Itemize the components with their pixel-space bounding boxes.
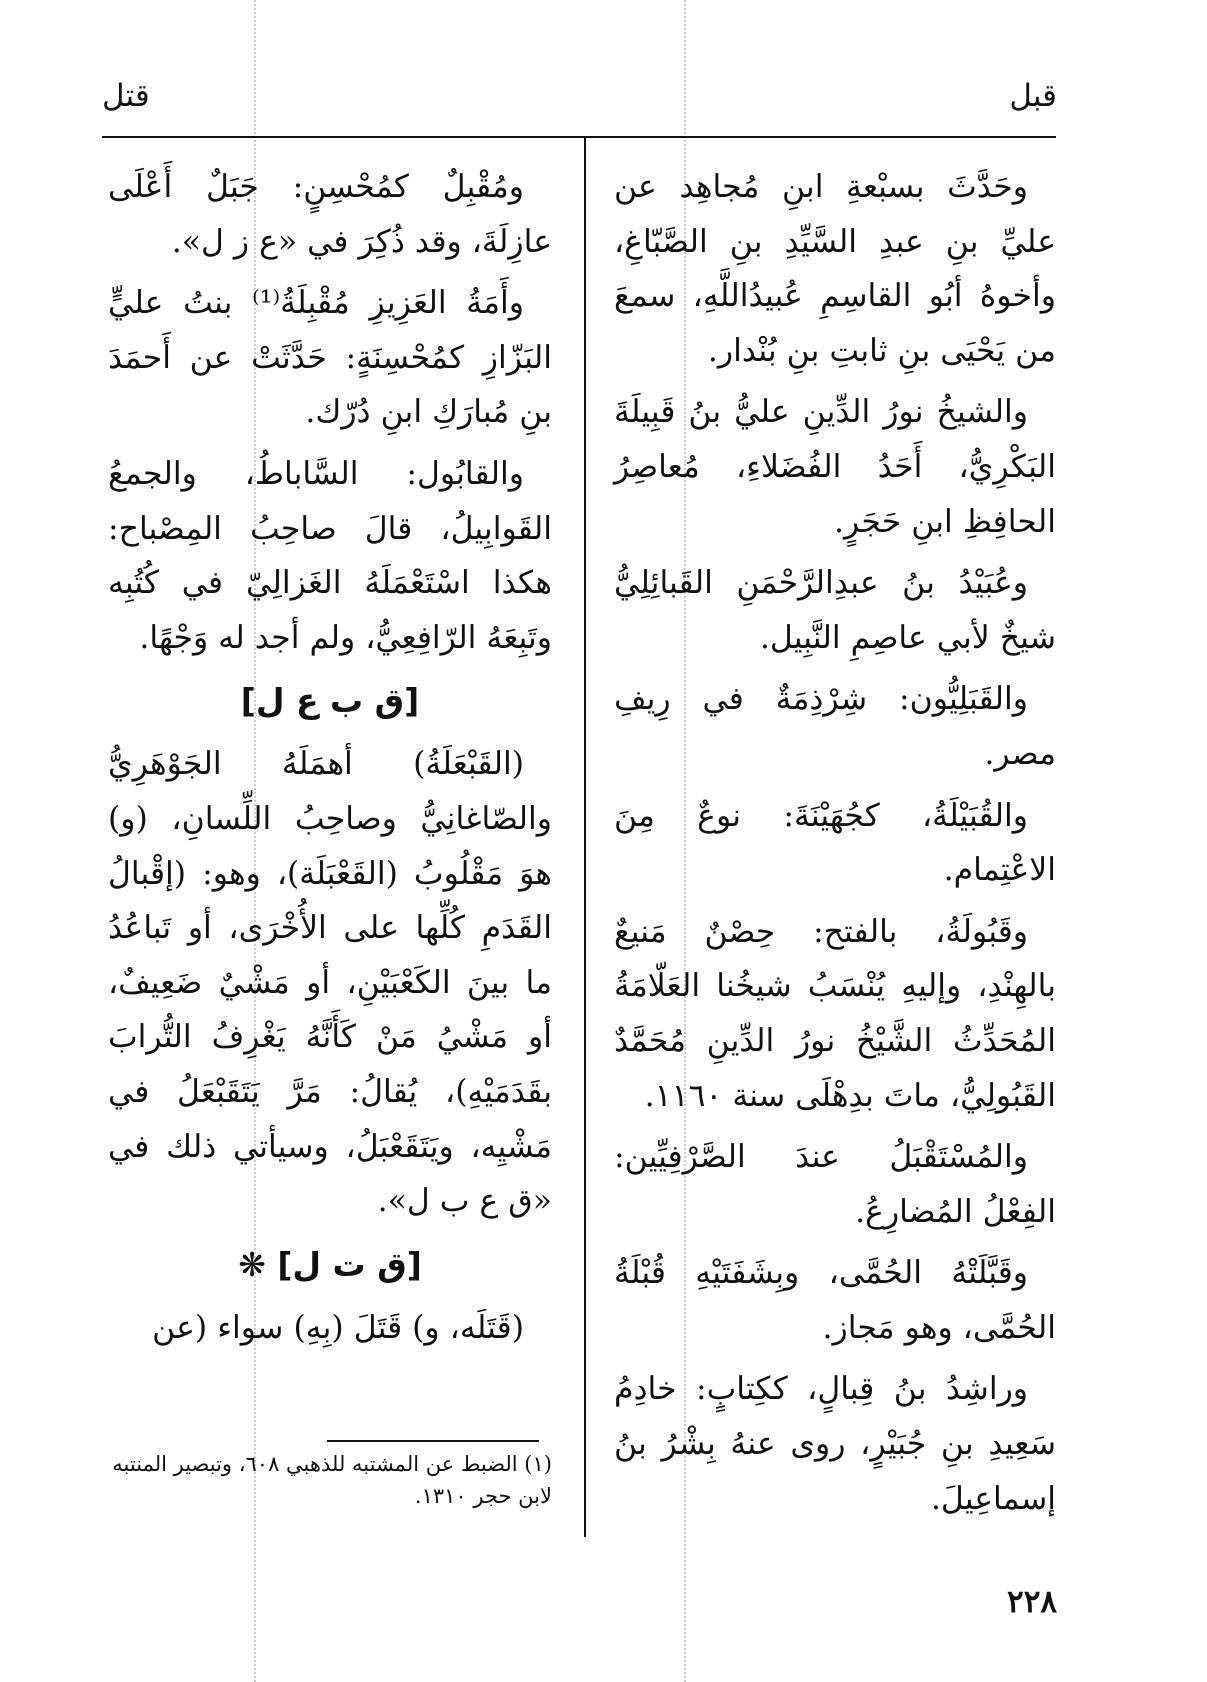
- footnote: (١) الضبط عن المشتبه للذهبي ٦٠٨، وتبصير المنتبه لابن حجر ١٣١٠.: [112, 1452, 552, 1508]
- entry-paragraph: والقَبَلِيُّون: شِرْذِمَةٌ في رِيفِ مصر.: [614, 681, 1056, 772]
- entry-paragraph: (قَتَلَه، و) قَتَلَ (بِهِ) سواء (عن: [152, 1309, 524, 1346]
- footnote-rule: [327, 1440, 539, 1442]
- entry-paragraph: (القَبْعَلَةُ) أهمَلَهُ الجَوْهَرِيُّ والصّاغانِيُّ وصاحِبُ اللِّسانِ، (و) هوَ مَقْلُوبُ (القَعْبَلَة)، وهو: (إقْبالُ القَدَمِ كُلِّها على الأُخْرَى، أو تَباعُدُ ما بينَ الكَعْبَيْنِ، أو مَشْيٌ ضَعِيفٌ، أو مَشْيُ مَنْ كَأَنَّهُ يَغْرِفُ التُّرابَ بقَدَمَيْهِ)، يُقالُ: مَرَّ يَتَقَبْعَلُ في مَشْيِه، ويَتَقَعْبَلُ، وسيأتي ذلك في «ق ع ب ل».: [108, 746, 552, 1220]
- root-heading: [ق ب ع ل]: [240, 681, 420, 721]
- entry-paragraph: ومُقْبِلٌ كمُحْسِنٍ: جَبَلٌ أَعْلَى عازِلَةَ، وقد ذُكِرَ في «ع ز ل».: [108, 169, 552, 260]
- header-rule: [102, 136, 1056, 138]
- entry-paragraph: وراشِدُ بنُ قِبالٍ، ككِتابٍ: خادِمُ سَعِيدِ بنِ جُبَيْرٍ، روى عنهُ بِشْرُ بنُ إسماعِيلَ.: [614, 1371, 1056, 1517]
- entry-paragraph: وحَدَّثَ بسبْعةِ ابنِ مُجاهِد عن عليِّ بنِ عبدِ السَّيِّدِ بنِ الصَّبّاغِ، وأخوهُ أبُو القاسِمِ عُبيدُاللَّهِ، سمعَ من يَحْيَى بنِ ثابتِ بنِ بُنْدار.: [614, 169, 1056, 369]
- running-head-left: قتل: [102, 78, 150, 114]
- column-divider: [584, 137, 586, 1537]
- entry-paragraph: وأَمَةُ العَزِيزِ مُقْبِلَةُ⁽¹⁾ بنتُ عليٍّ البَزّازِ كمُحْسِنَةٍ: حَدَّثَتْ عن أَحمَدَ بنِ مُبارَكِ ابنِ دُرّك.: [108, 285, 552, 431]
- entry-paragraph: والشيخُ نورُ الدِّينِ عليُّ بنُ قَبِيلَةَ البَكْرِيُّ، أَحَدُ الفُضَلاءِ، مُعاصِرُ الحافِظِ ابنِ حَجَرٍ.: [614, 394, 1056, 540]
- running-head-right: قبل: [1009, 78, 1057, 114]
- root-heading: [ق ت ل] ❋: [238, 1244, 422, 1284]
- left-column: [108, 160, 552, 1362]
- right-column: [614, 160, 1056, 1533]
- entry-paragraph: والقابُول: السَّاباطُ، والجمعُ القَوابِيلُ، قالَ صاحِبُ المِصْباح: هكذا اسْتَعْمَلَهُ الغَزالِيّ في كُتُبِه وتَبِعَهُ الرّافِعِيُّ، ولم أجد له وَجْهًا.: [108, 455, 552, 656]
- entry-paragraph: وقَبَّلَتْهُ الحُمَّى، وبِشَفَتَيْهِ قُبْلَةُ الحُمَّى، وهو مَجاز.: [614, 1255, 1056, 1346]
- entry-paragraph: والقُبَيْلَةُ، كجُهَيْنَةَ: نوعٌ مِنَ الاعْتِمام.: [614, 797, 1056, 889]
- entry-paragraph: وعُبَيْدُ بنُ عبدِالرَّحْمَنِ القَبائِلِيُّ شيخٌ لأبي عاصِمِ النَّبِيل.: [614, 565, 1056, 656]
- entry-paragraph: وقَبُولَةُ، بالفتح: حِصْنٌ مَنيعٌ بالهِنْدِ، وإليهِ يُنْسَبُ شيخُنا العَلّامَةُ المُحَدِّثُ الشَّيْخُ نورُ الدِّينِ مُحَمَّدٌ القَبُولِيُّ، ماتَ بدِهْلَى سنة ١١٦٠.: [614, 913, 1056, 1114]
- entry-paragraph: والمُسْتَقْبَلُ عندَ الصَّرْفِيِّين: الفِعْلُ المُضارِعُ.: [614, 1139, 1056, 1230]
- page-number: ٢٢٨: [1007, 1584, 1057, 1620]
